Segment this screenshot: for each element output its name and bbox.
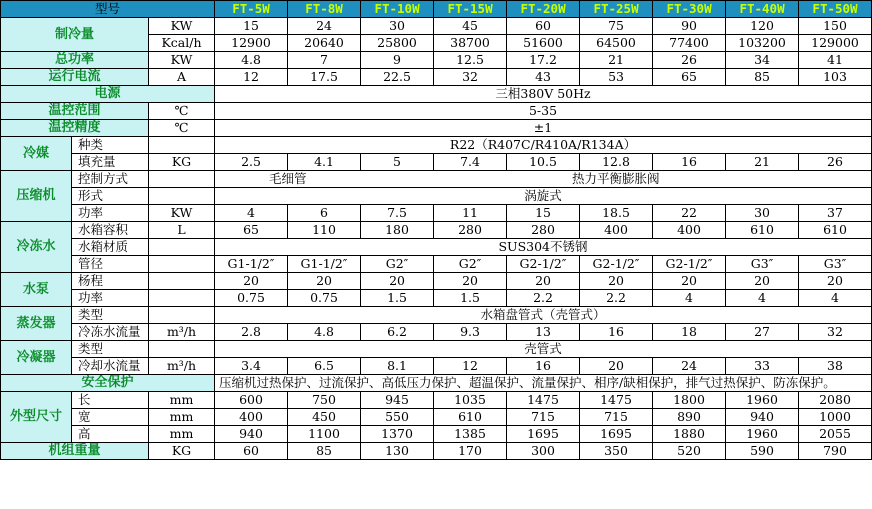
value-cell: R22（R407C/R410A/R134A） bbox=[215, 137, 872, 154]
sub-label: 管径 bbox=[72, 256, 149, 273]
value-cell: 30 bbox=[726, 205, 799, 222]
value-cell: 600 bbox=[215, 392, 288, 409]
value-cell: 1475 bbox=[580, 392, 653, 409]
value-cell: 520 bbox=[653, 443, 726, 460]
value-cell: 37 bbox=[799, 205, 872, 222]
table-row bbox=[1, 426, 872, 443]
value-cell: 103200 bbox=[726, 35, 799, 52]
table-row bbox=[1, 290, 872, 307]
value-cell: 25800 bbox=[361, 35, 434, 52]
unit-cell: m³/h bbox=[149, 358, 215, 375]
value-cell: 400 bbox=[653, 222, 726, 239]
value-cell: 6.2 bbox=[361, 324, 434, 341]
model-name: FT-5W bbox=[215, 1, 288, 18]
sub-label: 功率 bbox=[72, 205, 149, 222]
value-cell: 20 bbox=[507, 273, 580, 290]
table-row bbox=[1, 120, 872, 137]
value-cell: 26 bbox=[799, 154, 872, 171]
model-header-label: 型号 bbox=[1, 1, 215, 18]
value-cell: G2-1/2″ bbox=[580, 256, 653, 273]
value-cell: 21 bbox=[726, 154, 799, 171]
unit-cell bbox=[149, 290, 215, 307]
value-cell: 24 bbox=[653, 358, 726, 375]
row-label-pump: 水泵 bbox=[1, 273, 72, 307]
sub-label: 长 bbox=[72, 392, 149, 409]
value-cell: 水箱盘管式（壳管式） bbox=[215, 307, 872, 324]
value-cell: 6.5 bbox=[288, 358, 361, 375]
table-row bbox=[1, 52, 872, 69]
value-cell: 20 bbox=[215, 273, 288, 290]
value-cell: 1035 bbox=[434, 392, 507, 409]
table-row bbox=[1, 86, 872, 103]
value-cell: 120 bbox=[726, 18, 799, 35]
value-cell: 3.4 bbox=[215, 358, 288, 375]
sub-label: 冷冻水流量 bbox=[72, 324, 149, 341]
row-label-current: 运行电流 bbox=[1, 69, 149, 86]
value-cell: 18.5 bbox=[580, 205, 653, 222]
value-cell: 1800 bbox=[653, 392, 726, 409]
value-cell: 12900 bbox=[215, 35, 288, 52]
model-name: FT-25W bbox=[580, 1, 653, 18]
value-cell: G2″ bbox=[434, 256, 507, 273]
value-cell: 1.5 bbox=[361, 290, 434, 307]
row-label-cooling: 制冷量 bbox=[1, 18, 149, 52]
sub-label: 高 bbox=[72, 426, 149, 443]
value-cell: 33 bbox=[726, 358, 799, 375]
table-row bbox=[1, 324, 872, 341]
value-cell: 27 bbox=[726, 324, 799, 341]
value-cell: 16 bbox=[580, 324, 653, 341]
table-row bbox=[1, 443, 872, 460]
value-cell: 90 bbox=[653, 18, 726, 35]
value-cell: 280 bbox=[434, 222, 507, 239]
value-cell: 130 bbox=[361, 443, 434, 460]
unit-cell: mm bbox=[149, 409, 215, 426]
row-label-temp-range: 温控范围 bbox=[1, 103, 149, 120]
value-cell: 64500 bbox=[580, 35, 653, 52]
table-row bbox=[1, 239, 872, 256]
value-cell: 790 bbox=[799, 443, 872, 460]
value-cell: 280 bbox=[507, 222, 580, 239]
value-cell: 75 bbox=[580, 18, 653, 35]
value-cell: G2-1/2″ bbox=[507, 256, 580, 273]
sub-label: 水箱材质 bbox=[72, 239, 149, 256]
value-cell: 400 bbox=[215, 409, 288, 426]
value-cell: 4 bbox=[799, 290, 872, 307]
table-row bbox=[1, 69, 872, 86]
value-cell: 20 bbox=[361, 273, 434, 290]
row-label-chilled-water: 冷冻水 bbox=[1, 222, 72, 273]
table-row bbox=[1, 205, 872, 222]
row-label-power-supply: 电源 bbox=[1, 86, 215, 103]
value-cell: 20 bbox=[434, 273, 507, 290]
value-cell: 4.1 bbox=[288, 154, 361, 171]
value-cell: 4 bbox=[215, 205, 288, 222]
value-cell: 15 bbox=[215, 18, 288, 35]
value-cell: 940 bbox=[726, 409, 799, 426]
value-cell: 4.8 bbox=[215, 52, 288, 69]
sub-label: 类型 bbox=[72, 341, 149, 358]
value-cell: 26 bbox=[653, 52, 726, 69]
unit-cell: mm bbox=[149, 392, 215, 409]
value-cell: 0.75 bbox=[288, 290, 361, 307]
model-name: FT-15W bbox=[434, 1, 507, 18]
value-cell: 38700 bbox=[434, 35, 507, 52]
value-cell: 60 bbox=[215, 443, 288, 460]
sub-label: 类型 bbox=[72, 307, 149, 324]
unit-cell bbox=[149, 341, 215, 358]
value-cell: 20 bbox=[288, 273, 361, 290]
value-cell: ±1 bbox=[215, 120, 872, 137]
unit-cell: mm bbox=[149, 426, 215, 443]
value-cell: 65 bbox=[215, 222, 288, 239]
row-label-condenser: 冷凝器 bbox=[1, 341, 72, 375]
table-row bbox=[1, 171, 872, 188]
value-cell: 1100 bbox=[288, 426, 361, 443]
value-cell: 110 bbox=[288, 222, 361, 239]
value-cell: 5-35 bbox=[215, 103, 872, 120]
unit-cell bbox=[149, 307, 215, 324]
sub-label: 宽 bbox=[72, 409, 149, 426]
value-cell: 32 bbox=[434, 69, 507, 86]
value-cell: 1695 bbox=[507, 426, 580, 443]
model-name: FT-20W bbox=[507, 1, 580, 18]
value-cell: G3″ bbox=[726, 256, 799, 273]
value-cell: 60 bbox=[507, 18, 580, 35]
sub-label: 形式 bbox=[72, 188, 149, 205]
value-cell: 150 bbox=[799, 18, 872, 35]
value-cell: 45 bbox=[434, 18, 507, 35]
unit-cell: KG bbox=[149, 443, 215, 460]
value-cell: 2.8 bbox=[215, 324, 288, 341]
value-cell: 590 bbox=[726, 443, 799, 460]
value-cell: 11 bbox=[434, 205, 507, 222]
value-cell: 17.5 bbox=[288, 69, 361, 86]
value-cell: 7.4 bbox=[434, 154, 507, 171]
value-cell: 毛细管 bbox=[215, 171, 361, 188]
value-cell: 43 bbox=[507, 69, 580, 86]
value-cell: 715 bbox=[507, 409, 580, 426]
value-cell: 2.2 bbox=[507, 290, 580, 307]
value-cell: 610 bbox=[434, 409, 507, 426]
value-cell: 12.8 bbox=[580, 154, 653, 171]
value-cell: 20 bbox=[580, 358, 653, 375]
unit-cell: ℃ bbox=[149, 103, 215, 120]
value-cell: 4 bbox=[653, 290, 726, 307]
row-label-temp-accuracy: 温控精度 bbox=[1, 120, 149, 137]
value-cell: 550 bbox=[361, 409, 434, 426]
value-cell: SUS304不锈钢 bbox=[215, 239, 872, 256]
value-cell: 38 bbox=[799, 358, 872, 375]
unit-cell bbox=[149, 137, 215, 154]
value-cell: 20 bbox=[580, 273, 653, 290]
unit-cell bbox=[149, 188, 215, 205]
table-row bbox=[1, 307, 872, 324]
unit-cell bbox=[149, 171, 215, 188]
value-cell: 12.5 bbox=[434, 52, 507, 69]
value-cell: 12 bbox=[434, 358, 507, 375]
table-row bbox=[1, 137, 872, 154]
table-row bbox=[1, 341, 872, 358]
unit-cell: A bbox=[149, 69, 215, 86]
unit-cell: m³/h bbox=[149, 324, 215, 341]
unit-cell: ℃ bbox=[149, 120, 215, 137]
unit-cell: L bbox=[149, 222, 215, 239]
table-row bbox=[1, 18, 872, 35]
table-row bbox=[1, 256, 872, 273]
model-name: FT-50W bbox=[799, 1, 872, 18]
model-name: FT-30W bbox=[653, 1, 726, 18]
value-cell: 16 bbox=[653, 154, 726, 171]
table-row bbox=[1, 392, 872, 409]
sub-label: 控制方式 bbox=[72, 171, 149, 188]
unit-cell bbox=[149, 273, 215, 290]
value-cell: 1000 bbox=[799, 409, 872, 426]
value-cell: 12 bbox=[215, 69, 288, 86]
table-row bbox=[1, 409, 872, 426]
value-cell: G1-1/2″ bbox=[288, 256, 361, 273]
row-label-evaporator: 蒸发器 bbox=[1, 307, 72, 341]
value-cell: 65 bbox=[653, 69, 726, 86]
value-cell: 940 bbox=[215, 426, 288, 443]
table-row bbox=[1, 375, 872, 392]
value-cell: 20 bbox=[653, 273, 726, 290]
unit-cell bbox=[149, 256, 215, 273]
value-cell: 1.5 bbox=[434, 290, 507, 307]
unit-cell: KW bbox=[149, 205, 215, 222]
value-cell: 170 bbox=[434, 443, 507, 460]
sub-label: 杨程 bbox=[72, 273, 149, 290]
value-cell: 1960 bbox=[726, 392, 799, 409]
sub-label: 功率 bbox=[72, 290, 149, 307]
value-cell: 400 bbox=[580, 222, 653, 239]
value-cell: 20640 bbox=[288, 35, 361, 52]
value-cell: 24 bbox=[288, 18, 361, 35]
value-cell: 三相380V 50Hz bbox=[215, 86, 872, 103]
value-cell: 32 bbox=[799, 324, 872, 341]
value-cell: 20 bbox=[726, 273, 799, 290]
model-name: FT-40W bbox=[726, 1, 799, 18]
value-cell: 77400 bbox=[653, 35, 726, 52]
value-cell: 9 bbox=[361, 52, 434, 69]
value-cell: 1960 bbox=[726, 426, 799, 443]
value-cell: 51600 bbox=[507, 35, 580, 52]
value-cell: G2-1/2″ bbox=[653, 256, 726, 273]
value-cell: 1695 bbox=[580, 426, 653, 443]
table-row bbox=[1, 188, 872, 205]
sub-label: 水箱容积 bbox=[72, 222, 149, 239]
model-name: FT-8W bbox=[288, 1, 361, 18]
value-cell: 4.8 bbox=[288, 324, 361, 341]
row-label-refrigerant: 冷媒 bbox=[1, 137, 72, 171]
row-label-total-power: 总功率 bbox=[1, 52, 149, 69]
model-name: FT-10W bbox=[361, 1, 434, 18]
value-cell: 300 bbox=[507, 443, 580, 460]
value-cell: 6 bbox=[288, 205, 361, 222]
value-cell: 22.5 bbox=[361, 69, 434, 86]
unit-cell: KG bbox=[149, 154, 215, 171]
value-cell: 350 bbox=[580, 443, 653, 460]
row-label-safety: 安全保护 bbox=[1, 375, 215, 392]
value-cell: G2″ bbox=[361, 256, 434, 273]
value-cell: 15 bbox=[507, 205, 580, 222]
value-cell: 8.1 bbox=[361, 358, 434, 375]
value-cell: 34 bbox=[726, 52, 799, 69]
value-cell: 1880 bbox=[653, 426, 726, 443]
value-cell: 9.3 bbox=[434, 324, 507, 341]
unit-cell: Kcal/h bbox=[149, 35, 215, 52]
value-cell: 13 bbox=[507, 324, 580, 341]
unit-cell bbox=[149, 239, 215, 256]
row-label-dimensions: 外型尺寸 bbox=[1, 392, 72, 443]
value-cell: 945 bbox=[361, 392, 434, 409]
value-cell: 22 bbox=[653, 205, 726, 222]
row-label-weight: 机组重量 bbox=[1, 443, 149, 460]
value-cell: 18 bbox=[653, 324, 726, 341]
value-cell: 2080 bbox=[799, 392, 872, 409]
value-cell: 4 bbox=[726, 290, 799, 307]
sub-label: 填充量 bbox=[72, 154, 149, 171]
value-cell: 103 bbox=[799, 69, 872, 86]
table-row bbox=[1, 154, 872, 171]
header-row bbox=[1, 1, 872, 18]
value-cell: 1370 bbox=[361, 426, 434, 443]
value-cell: 85 bbox=[726, 69, 799, 86]
value-cell: 热力平衡膨胀阀 bbox=[361, 171, 872, 188]
value-cell: 7.5 bbox=[361, 205, 434, 222]
sub-label: 冷却水流量 bbox=[72, 358, 149, 375]
value-cell: 715 bbox=[580, 409, 653, 426]
value-cell: 1475 bbox=[507, 392, 580, 409]
row-label-compressor: 压缩机 bbox=[1, 171, 72, 222]
value-cell: 5 bbox=[361, 154, 434, 171]
value-cell: 1385 bbox=[434, 426, 507, 443]
value-cell: 17.2 bbox=[507, 52, 580, 69]
value-cell: 890 bbox=[653, 409, 726, 426]
value-cell: 180 bbox=[361, 222, 434, 239]
value-cell: 7 bbox=[288, 52, 361, 69]
value-cell: 10.5 bbox=[507, 154, 580, 171]
value-cell: 450 bbox=[288, 409, 361, 426]
value-cell: 壳管式 bbox=[215, 341, 872, 358]
table-row bbox=[1, 103, 872, 120]
value-cell: 2.2 bbox=[580, 290, 653, 307]
value-cell: 21 bbox=[580, 52, 653, 69]
value-cell: 750 bbox=[288, 392, 361, 409]
value-cell: 20 bbox=[799, 273, 872, 290]
value-cell: 41 bbox=[799, 52, 872, 69]
value-cell: 30 bbox=[361, 18, 434, 35]
value-cell: 涡旋式 bbox=[215, 188, 872, 205]
unit-cell: KW bbox=[149, 18, 215, 35]
sub-label: 种类 bbox=[72, 137, 149, 154]
value-cell: 85 bbox=[288, 443, 361, 460]
value-cell: 16 bbox=[507, 358, 580, 375]
value-cell: 53 bbox=[580, 69, 653, 86]
unit-cell: KW bbox=[149, 52, 215, 69]
value-cell: G3″ bbox=[799, 256, 872, 273]
value-cell: 0.75 bbox=[215, 290, 288, 307]
value-cell: 610 bbox=[726, 222, 799, 239]
value-cell: 2055 bbox=[799, 426, 872, 443]
table-row bbox=[1, 222, 872, 239]
table-row bbox=[1, 273, 872, 290]
value-cell: 610 bbox=[799, 222, 872, 239]
value-cell: G1-1/2″ bbox=[215, 256, 288, 273]
value-cell: 129000 bbox=[799, 35, 872, 52]
table-row bbox=[1, 358, 872, 375]
value-cell: 2.5 bbox=[215, 154, 288, 171]
value-cell: 压缩机过热保护、过流保护、高低压力保护、超温保护、流量保护、相序/缺相保护，排气过热保护、防冻保护。 bbox=[215, 375, 872, 392]
